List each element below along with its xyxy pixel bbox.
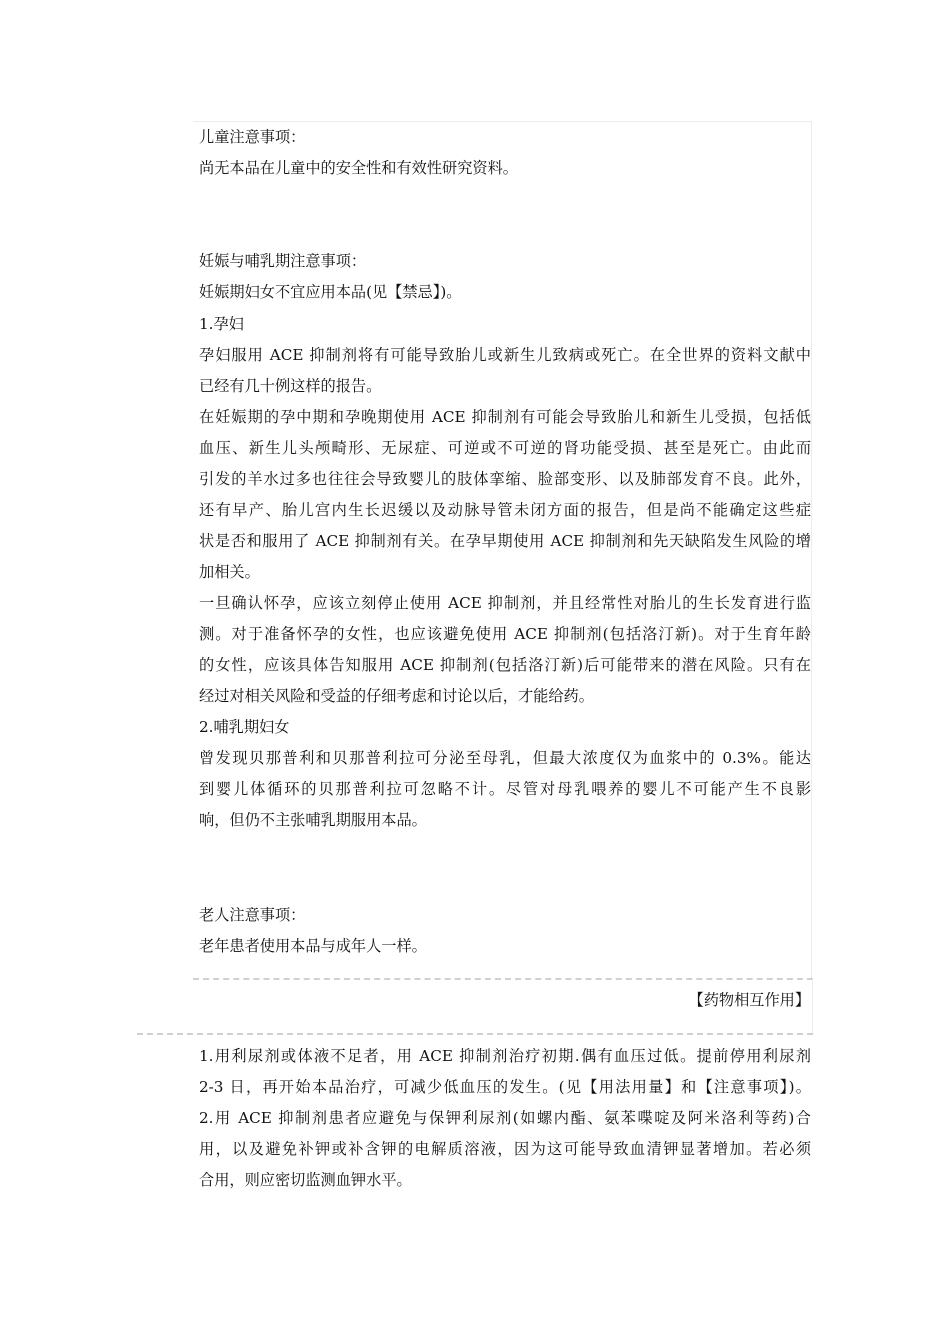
- interactions-title: 【药物相互作用】: [688, 991, 810, 1009]
- interactions-text-line: 用，以及避免补钾或补含钾的电解质溶液，因为这可能导致血清钾显著增加。若必须: [199, 1140, 811, 1158]
- dashed-divider: [137, 1033, 813, 1035]
- interactions-text-line: 合用，则应密切监测血钾水平。: [199, 1171, 412, 1189]
- pregnancy-text-line: 妊娠期妇女不宜应用本品(见【禁忌】)。: [199, 283, 462, 301]
- children-text-line: 尚无本品在儿童中的安全性和有效性研究资料。: [199, 159, 518, 177]
- pregnancy-text-line: 到婴儿体循环的贝那普利拉可忽略不计。尽管对母乳喂养的婴儿不可能产生不良影: [199, 780, 811, 798]
- children-heading: 儿童注意事项：: [199, 128, 306, 146]
- section-border: [812, 979, 813, 1035]
- pregnancy-text-line: 曾发现贝那普利和贝那普利拉可分泌至母乳，但最大浓度仅为血浆中的 0.3%。能达: [199, 749, 811, 767]
- interactions-text-line: 2.用 ACE 抑制剂患者应避免与保钾利尿剂(如螺内酯、氨苯喋啶及阿米洛利等药)合: [199, 1109, 811, 1127]
- pregnancy-text-line: 响，但仍不主张哺乳期服用本品。: [199, 811, 427, 829]
- interactions-text-line: 2-3 日，再开始本品治疗，可减少低血压的发生。(见【用法用量】和【注意事项】)。: [199, 1078, 811, 1096]
- pregnancy-text-line: 经过对相关风险和受益的仔细考虑和讨论以后，才能给药。: [199, 687, 594, 705]
- pregnancy-text-line: 在妊娠期的孕中期和孕晚期使用 ACE 抑制剂有可能会导致胎儿和新生儿受损，包括低: [199, 408, 811, 426]
- pregnancy-text-line: 孕妇服用 ACE 抑制剂将有可能导致胎儿或新生儿致病或死亡。在全世界的资料文献中: [199, 346, 811, 364]
- pregnancy-text-line: 已经有几十例这样的报告。: [199, 377, 382, 395]
- pregnancy-text-line: 一旦确认怀孕，应该立刻停止使用 ACE 抑制剂，并且经常性对胎儿的生长发育进行监: [199, 594, 811, 612]
- elderly-text-line: 老年患者使用本品与成年人一样。: [199, 937, 427, 955]
- elderly-heading: 老人注意事项：: [199, 906, 306, 924]
- pregnancy-text-line: 引发的羊水过多也往往会导致婴儿的肢体挛缩、脸部变形、以及肺部发育不良。此外，: [199, 470, 811, 488]
- dashed-divider: [193, 978, 813, 980]
- interactions-text-line: 1.用利尿剂或体液不足者，用 ACE 抑制剂治疗初期.偶有血压过低。提前停用利尿剂: [199, 1047, 811, 1065]
- pregnancy-text-line: 测。对于准备怀孕的女性，也应该避免使用 ACE 抑制剂(包括洛汀新)。对于生育年龄: [199, 625, 811, 643]
- pregnancy-text-line: 状是否和服用了 ACE 抑制剂有关。在孕早期使用 ACE 抑制剂和先天缺陷发生风险的增: [199, 532, 811, 550]
- pregnancy-subheading: 2.哺乳期妇女: [199, 718, 290, 736]
- pregnancy-text-line: 加相关。: [199, 563, 260, 581]
- pregnancy-subheading: 1.孕妇: [199, 315, 244, 333]
- pregnancy-text-line: 血压、新生儿头颅畸形、无尿症、可逆或不可逆的肾功能受损、甚至是死亡。由此而: [199, 439, 811, 457]
- pregnancy-text-line: 还有早产、胎儿宫内生长迟缓以及动脉导管未闭方面的报告，但是尚不能确定这些症: [199, 501, 811, 519]
- pregnancy-heading: 妊娠与哺乳期注意事项：: [199, 252, 367, 270]
- pregnancy-text-line: 的女性，应该具体告知服用 ACE 抑制剂(包括洛汀新)后可能带来的潜在风险。只有在: [199, 656, 811, 674]
